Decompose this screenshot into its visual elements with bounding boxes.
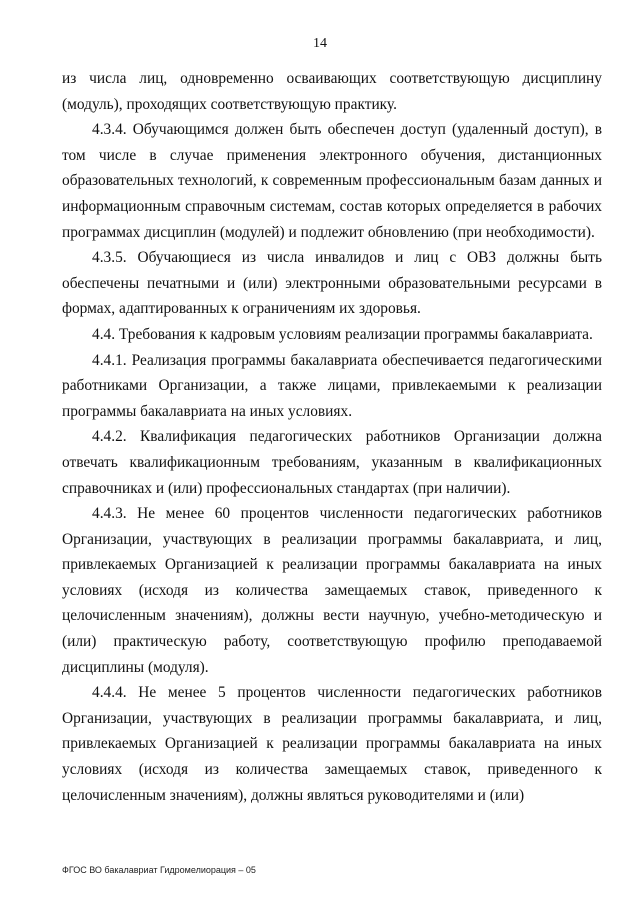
paragraph-4-3-4: 4.3.4. Обучающимся должен быть обеспечен доступ (удаленный доступ), в том числе в случае применения электронного обучения, дистанционных образовательных технологий, к современным профессиональным базам данных и информационным справочным системам, состав которых определяется в рабочих программах дисциплин (модулей) и подлежит обновлению (при необходимости). xyxy=(62,121,602,241)
paragraph-4-4-2: 4.4.2. Квалификация педагогических работников Организации должна отвечать квалификационным требованиям, указанным в квалификационных справочниках и (или) профессиональных стандартах (при наличии). xyxy=(62,428,602,497)
document-body xyxy=(62,66,602,808)
paragraph-continuation: из числа лиц, одновременно осваивающих соответствующую дисциплину (модуль), проходящих соответствующую практику. xyxy=(62,70,602,113)
page-footer: ФГОС ВО бакалавриат Гидромелиорация – 05 xyxy=(62,865,256,875)
page-number: 14 xyxy=(313,36,327,51)
paragraph-4-4-heading: 4.4. Требования к кадровым условиям реализации программы бакалавриата. xyxy=(92,325,593,343)
paragraph-4-3-5: 4.3.5. Обучающиеся из числа инвалидов и лиц с ОВЗ должны быть обеспечены печатными и (или) электронными образовательными ресурсами в формах, адаптированных к ограничениям их здоровья. xyxy=(62,249,602,318)
paragraph-4-4-3: 4.4.3. Не менее 60 процентов численности педагогических работников Организации, участвующих в реализации программы бакалавриата, и лиц, привлекаемых Организацией к реализации программы бакалавриата на иных условиях (исходя из количества замещаемых ставок, приведенного к целочисленным значениям), должны вести научную, учебно-методическую и (или) практическую работу, соответствующую профилю преподаваемой дисциплины (модуля). xyxy=(62,505,602,676)
paragraph-4-4-1: 4.4.1. Реализация программы бакалавриата обеспечивается педагогическими работниками Организации, а также лицами, привлекаемыми к реализации программы бакалавриата на иных условиях. xyxy=(62,351,602,420)
paragraph-4-4-4: 4.4.4. Не менее 5 процентов численности педагогических работников Организации, участвующих в реализации программы бакалавриата, и лиц, привлекаемых Организацией к реализации программы бакалавриата на иных условиях (исходя из количества замещаемых ставок, приведенного к целочисленным значениям), должны являться руководителями и (или) xyxy=(62,684,602,804)
